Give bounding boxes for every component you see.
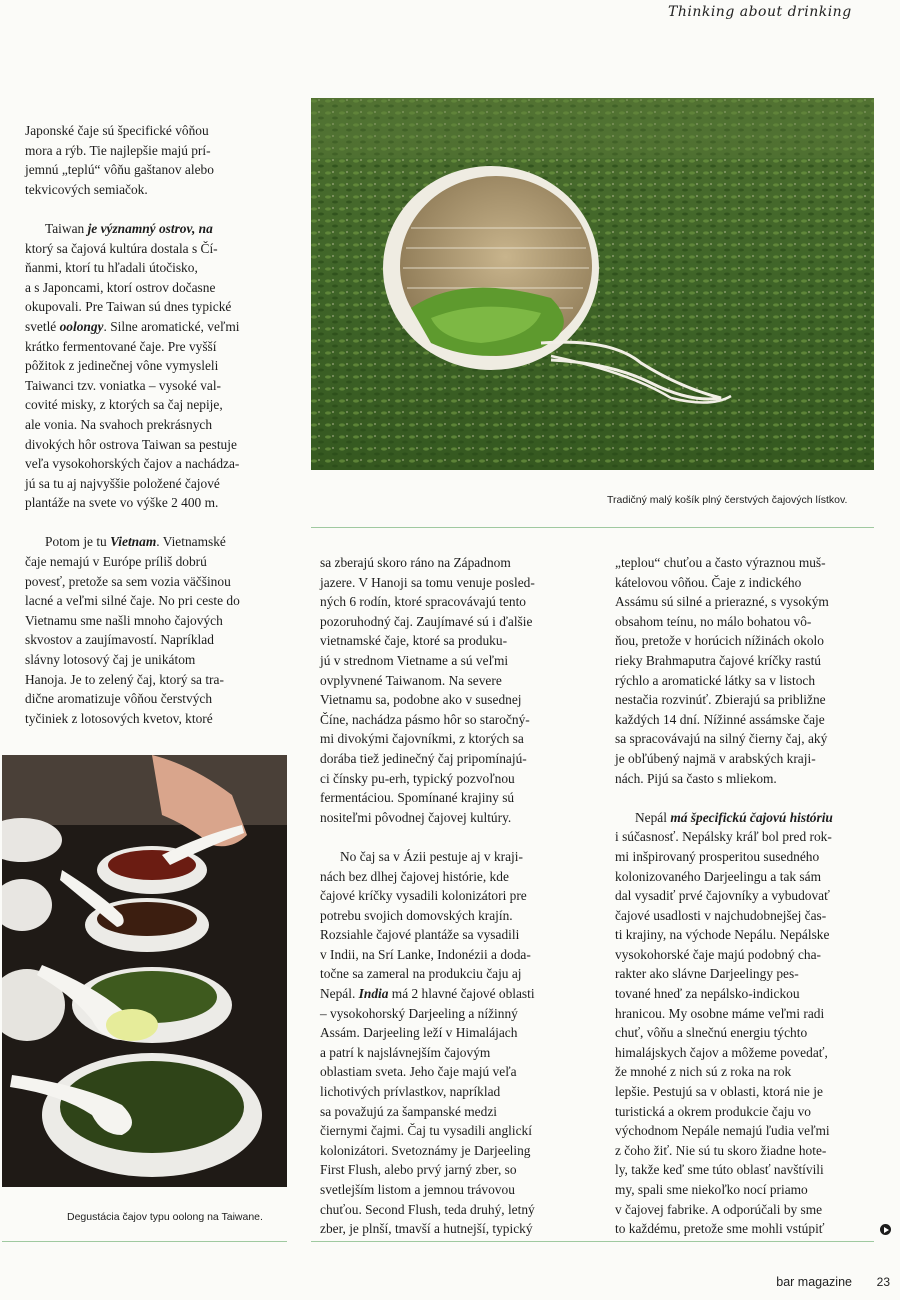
text-line: ci čínsky pu-erh, typický pozvoľnou <box>320 770 515 786</box>
text-line: čajové usadlosti v najchudobnejšej čas- <box>615 907 827 923</box>
paragraph-japan <box>25 121 290 199</box>
text-line: Taiwanci tzv. voniatka – vysoké val- <box>25 377 222 393</box>
text-line: točne sa zameral na produkciu čaju aj <box>320 966 522 982</box>
text-line: nách bez dlhej čajovej histórie, kde <box>320 868 509 884</box>
text-line: fermentáciou. Spomínané krajiny sú <box>320 790 515 806</box>
text-line <box>25 317 290 337</box>
text-line: že mnohé z nich sú z roka na rok <box>615 1064 792 1080</box>
text-line: covité misky, z ktorých sa čaj nepije, <box>25 397 223 413</box>
emphasis-term: India <box>358 986 389 1002</box>
text-line: Hanoja. Je to zelený čaj, ktorý sa tra- <box>25 671 224 687</box>
text-line: nách. Pijú sa často s mliekom. <box>615 770 777 786</box>
text-fragment: svetlé <box>25 318 60 334</box>
text-line: mora a rýb. Tie najlepšie majú prí- <box>25 142 211 158</box>
divider-rule-left <box>2 1241 287 1242</box>
tea-basket-illustration <box>311 98 874 470</box>
text-line: jú v strednom Vietname a sú veľmi <box>320 652 509 668</box>
text-fragment: Nepál <box>635 809 667 825</box>
text-line: „teplou“ chuťou a často výraznou muš- <box>615 555 826 570</box>
text-line: hranicou. My osobne máme veľmi radi <box>615 1005 825 1021</box>
article-column-3 <box>615 553 877 1258</box>
text-line: nositeľmi pôvodnej čajovej kultúry. <box>320 809 512 825</box>
text-line: sa považujú za šampanské medzi <box>320 1103 497 1119</box>
continue-arrow-icon <box>880 1224 891 1235</box>
text-line: dorába tiež jedinečný čaj pripomínajú- <box>320 750 527 766</box>
handwritten-header: Thinking about drinking <box>668 4 852 20</box>
text-line: ale vonia. Na svahoch prekrásnych <box>25 416 213 432</box>
text-line: i súčasnosť. Nepálsky kráľ bol pred rok- <box>615 829 832 845</box>
text-line: ti krajiny, na východe Nepálu. Nepálske <box>615 927 830 943</box>
text-fragment: Nepál. <box>320 986 359 1002</box>
text-line: východnom Nepále nemajú ľudia veľmi <box>615 1123 830 1139</box>
paragraph-nepal <box>615 808 877 1239</box>
text-line: divokých hôr ostrova Taiwan sa pestuje <box>25 436 237 452</box>
text-line: pôžitok z jedinečnej vône vymysleli <box>25 358 219 374</box>
emphasis-term: má špecifickú čajovú históriu <box>666 809 833 825</box>
magazine-name: bar magazine <box>776 1275 852 1289</box>
text-line: povesť, pretože sa sem vozia väčšinou <box>25 573 231 589</box>
text-line: Assám. Darjeeling leží v Himalájach <box>320 1025 518 1041</box>
text-line: plantáže na svete vo výške 2 400 m. <box>25 495 219 511</box>
text-line: tekvicových semiačok. <box>25 181 148 197</box>
text-line: lepšie. Pestujú sa v oblasti, ktorá nie je <box>615 1084 823 1100</box>
text-line: chuťou. Second Flush, teda druhý, letný <box>320 1201 535 1217</box>
text-line: čajové kríčky vysadili kolonizátori pre <box>320 888 527 904</box>
text-line: Vietnamu sme našli mnoho čajových <box>25 612 223 628</box>
emphasis-term: Vietnam <box>110 534 157 550</box>
text-line: čaje nemajú v Európe príliš dobrú <box>25 554 207 570</box>
text-line: ly, takže keď sme túto oblasť navštívili <box>615 1162 824 1178</box>
divider-rule-top <box>311 527 874 528</box>
text-line: turistická a okrem produkcie čaju vo <box>615 1103 811 1119</box>
paragraph-taiwan <box>25 219 290 513</box>
text-line: pozoruhodný čaj. Zaujímavé sú i ďalšie <box>320 613 533 629</box>
text-line: nestačia rozvinúť. Zbierajú sa približne <box>615 692 826 708</box>
text-line: potrebu svojich domovských krajín. <box>320 907 513 923</box>
text-line: jemnú „teplú“ vôňu gaštanov alebo <box>25 162 214 178</box>
article-column-2 <box>320 553 575 1258</box>
text-fragment: Potom je tu <box>45 534 111 550</box>
text-line: ktorý sa čajová kultúra dostala s Čí- <box>25 240 218 256</box>
text-line: himalájskych čajov a môžeme povedať, <box>615 1044 828 1060</box>
text-line: je obľúbený najmä v arabských kraji- <box>615 750 816 766</box>
text-line: dične aromatizuje vôňou čerstvých <box>25 691 213 707</box>
text-line: v Indii, na Srí Lanke, Indonézii a doda- <box>320 946 531 962</box>
article-column-1 <box>25 121 290 748</box>
text-line <box>615 808 877 828</box>
emphasis-term: je významný ostrov, na <box>84 220 213 236</box>
paragraph-vietnam <box>25 532 290 728</box>
text-line: mi divokými čajovníkmi, z ktorých sa <box>320 731 524 747</box>
text-line: No čaj sa v Ázii pestuje aj v kraji- <box>340 848 523 864</box>
text-line: rieky Brahmaputra čajové kríčky rastú <box>615 652 821 668</box>
text-line: skvostov a zaujímavostí. Napríklad <box>25 632 214 648</box>
paragraph-assam <box>615 553 877 788</box>
text-line: lichotivých prívlastkov, napríklad <box>320 1084 501 1100</box>
text-line: ovplyvnené Taiwanom. Na severe <box>320 672 502 688</box>
text-line: rakter ako slávne Darjeelingy pes- <box>615 966 799 982</box>
oolong-tasting-illustration <box>2 755 287 1187</box>
text-line: vietnamské čaje, ktoré sa produku- <box>320 633 508 649</box>
text-line: jú sa tu aj najvyššie položené čajové <box>25 475 220 491</box>
text-line: jazere. V Hanoji sa tomu venuje posled- <box>320 574 535 590</box>
caption-tea-basket: Tradičný malý košík plný čerstvých čajových lístkov. <box>607 494 848 506</box>
text-line: to každému, pretože sme mohli vstúpiť <box>615 1221 825 1237</box>
text-line: kolonizátori. Svetoznámy je Darjeeling <box>320 1142 531 1158</box>
text-line: chuť, vôňu a slnečnú energiu týchto <box>615 1025 808 1041</box>
text-fragment: . Silne aromatické, veľmi <box>103 318 240 334</box>
text-line: ňanmi, ktorí tu hľadali útočisko, <box>25 260 198 276</box>
text-line: kátelovou vôňou. Čaje z indického <box>615 574 802 590</box>
paragraph-vietnam-cont <box>320 553 575 827</box>
text-line: sa zberajú skoro ráno na Západnom <box>320 555 511 570</box>
text-line: rýchlo a aromatické látky sa v listoch <box>615 672 816 688</box>
text-line: ných 6 rodín, ktoré spracovávajú tento <box>320 594 527 610</box>
text-line: svetlejším listom a jemnou trávovou <box>320 1182 515 1197</box>
text-line: obsahom teínu, no málo bohatou vô- <box>615 613 812 629</box>
text-line <box>25 532 290 552</box>
text-line: – vysokohorský Darjeeling a nížinný <box>320 1005 518 1021</box>
text-line: čiernymi čajmi. Čaj tu vysadili anglickí <box>320 1123 532 1139</box>
text-line <box>320 984 575 1004</box>
page-number: 23 <box>876 1275 890 1289</box>
text-line: lacné a veľmi silné čaje. No pri ceste do <box>25 593 240 609</box>
text-line: každých 14 dní. Nížinné assámske čaje <box>615 711 825 727</box>
text-line: Číne, nachádza pásmo hôr so staročný- <box>320 711 530 727</box>
text-line: v čajovej fabrike. A odporúčali by sme <box>615 1201 823 1217</box>
text-line: First Flush, alebo prvý jarný zber, so <box>320 1162 517 1178</box>
paragraph-india <box>320 847 575 1239</box>
text-line: z čoho žiť. Nie sú tu skoro žiadne hote- <box>615 1142 827 1158</box>
text-fragment: Taiwan <box>45 220 85 236</box>
text-line: zber, je plnší, tmavší a hutnejší, typický <box>320 1221 533 1237</box>
text-line: kolonizovaného Darjeelingu a tak sám <box>615 868 821 884</box>
text-line: ňou, pretože v horúcich nížinách okolo <box>615 633 824 649</box>
caption-oolong-tasting: Degustácia čajov typu oolong na Taiwane. <box>67 1211 263 1223</box>
text-line: a s Japoncami, ktorí ostrov dočasne <box>25 279 216 295</box>
text-line <box>25 219 290 239</box>
text-fragment: . Vietnamské <box>156 534 226 550</box>
text-line: oblastiam sveta. Jeho čaje majú veľa <box>320 1064 517 1080</box>
photo-tea-basket <box>311 98 874 470</box>
text-line: Vietnamu sa, podobne ako v susednej <box>320 692 522 708</box>
text-line: sa spracovávajú na silný čierny čaj, aký <box>615 731 828 747</box>
text-line: krátko fermentované čaje. Pre vyšší <box>25 338 217 354</box>
text-line: dal vysadiť prvé čajovníky a vybudovať <box>615 888 830 904</box>
text-line: tované hneď za nepálsko-indickou <box>615 986 800 1002</box>
text-line: vysokohorské čaje majú podobný cha- <box>615 946 822 962</box>
text-fragment: má 2 hlavné čajové oblasti <box>388 986 535 1002</box>
text-line: mi inšpirovaný prosperitou susedného <box>615 848 820 864</box>
text-line: tyčiniek z lotosových kvetov, ktoré <box>25 710 213 726</box>
emphasis-term: oolongy <box>59 318 104 334</box>
photo-oolong-tasting <box>2 755 287 1187</box>
text-line: my, spali sme niekoľko nocí priamo <box>615 1182 808 1197</box>
text-line: a patrí k najslávnejším čajovým <box>320 1044 491 1060</box>
text-line: Rozsiahle čajové plantáže sa vysadili <box>320 927 520 943</box>
text-line: slávny lotosový čaj je unikátom <box>25 652 196 668</box>
text-line: okupovali. Pre Taiwan sú dnes typické <box>25 299 232 315</box>
text-line: Japonské čaje sú špecifické vôňou <box>25 123 209 138</box>
text-line: Assámu sú silné a prierazné, s vysokým <box>615 594 829 610</box>
text-line: veľa vysokohorských čajov a nachádza- <box>25 456 240 472</box>
